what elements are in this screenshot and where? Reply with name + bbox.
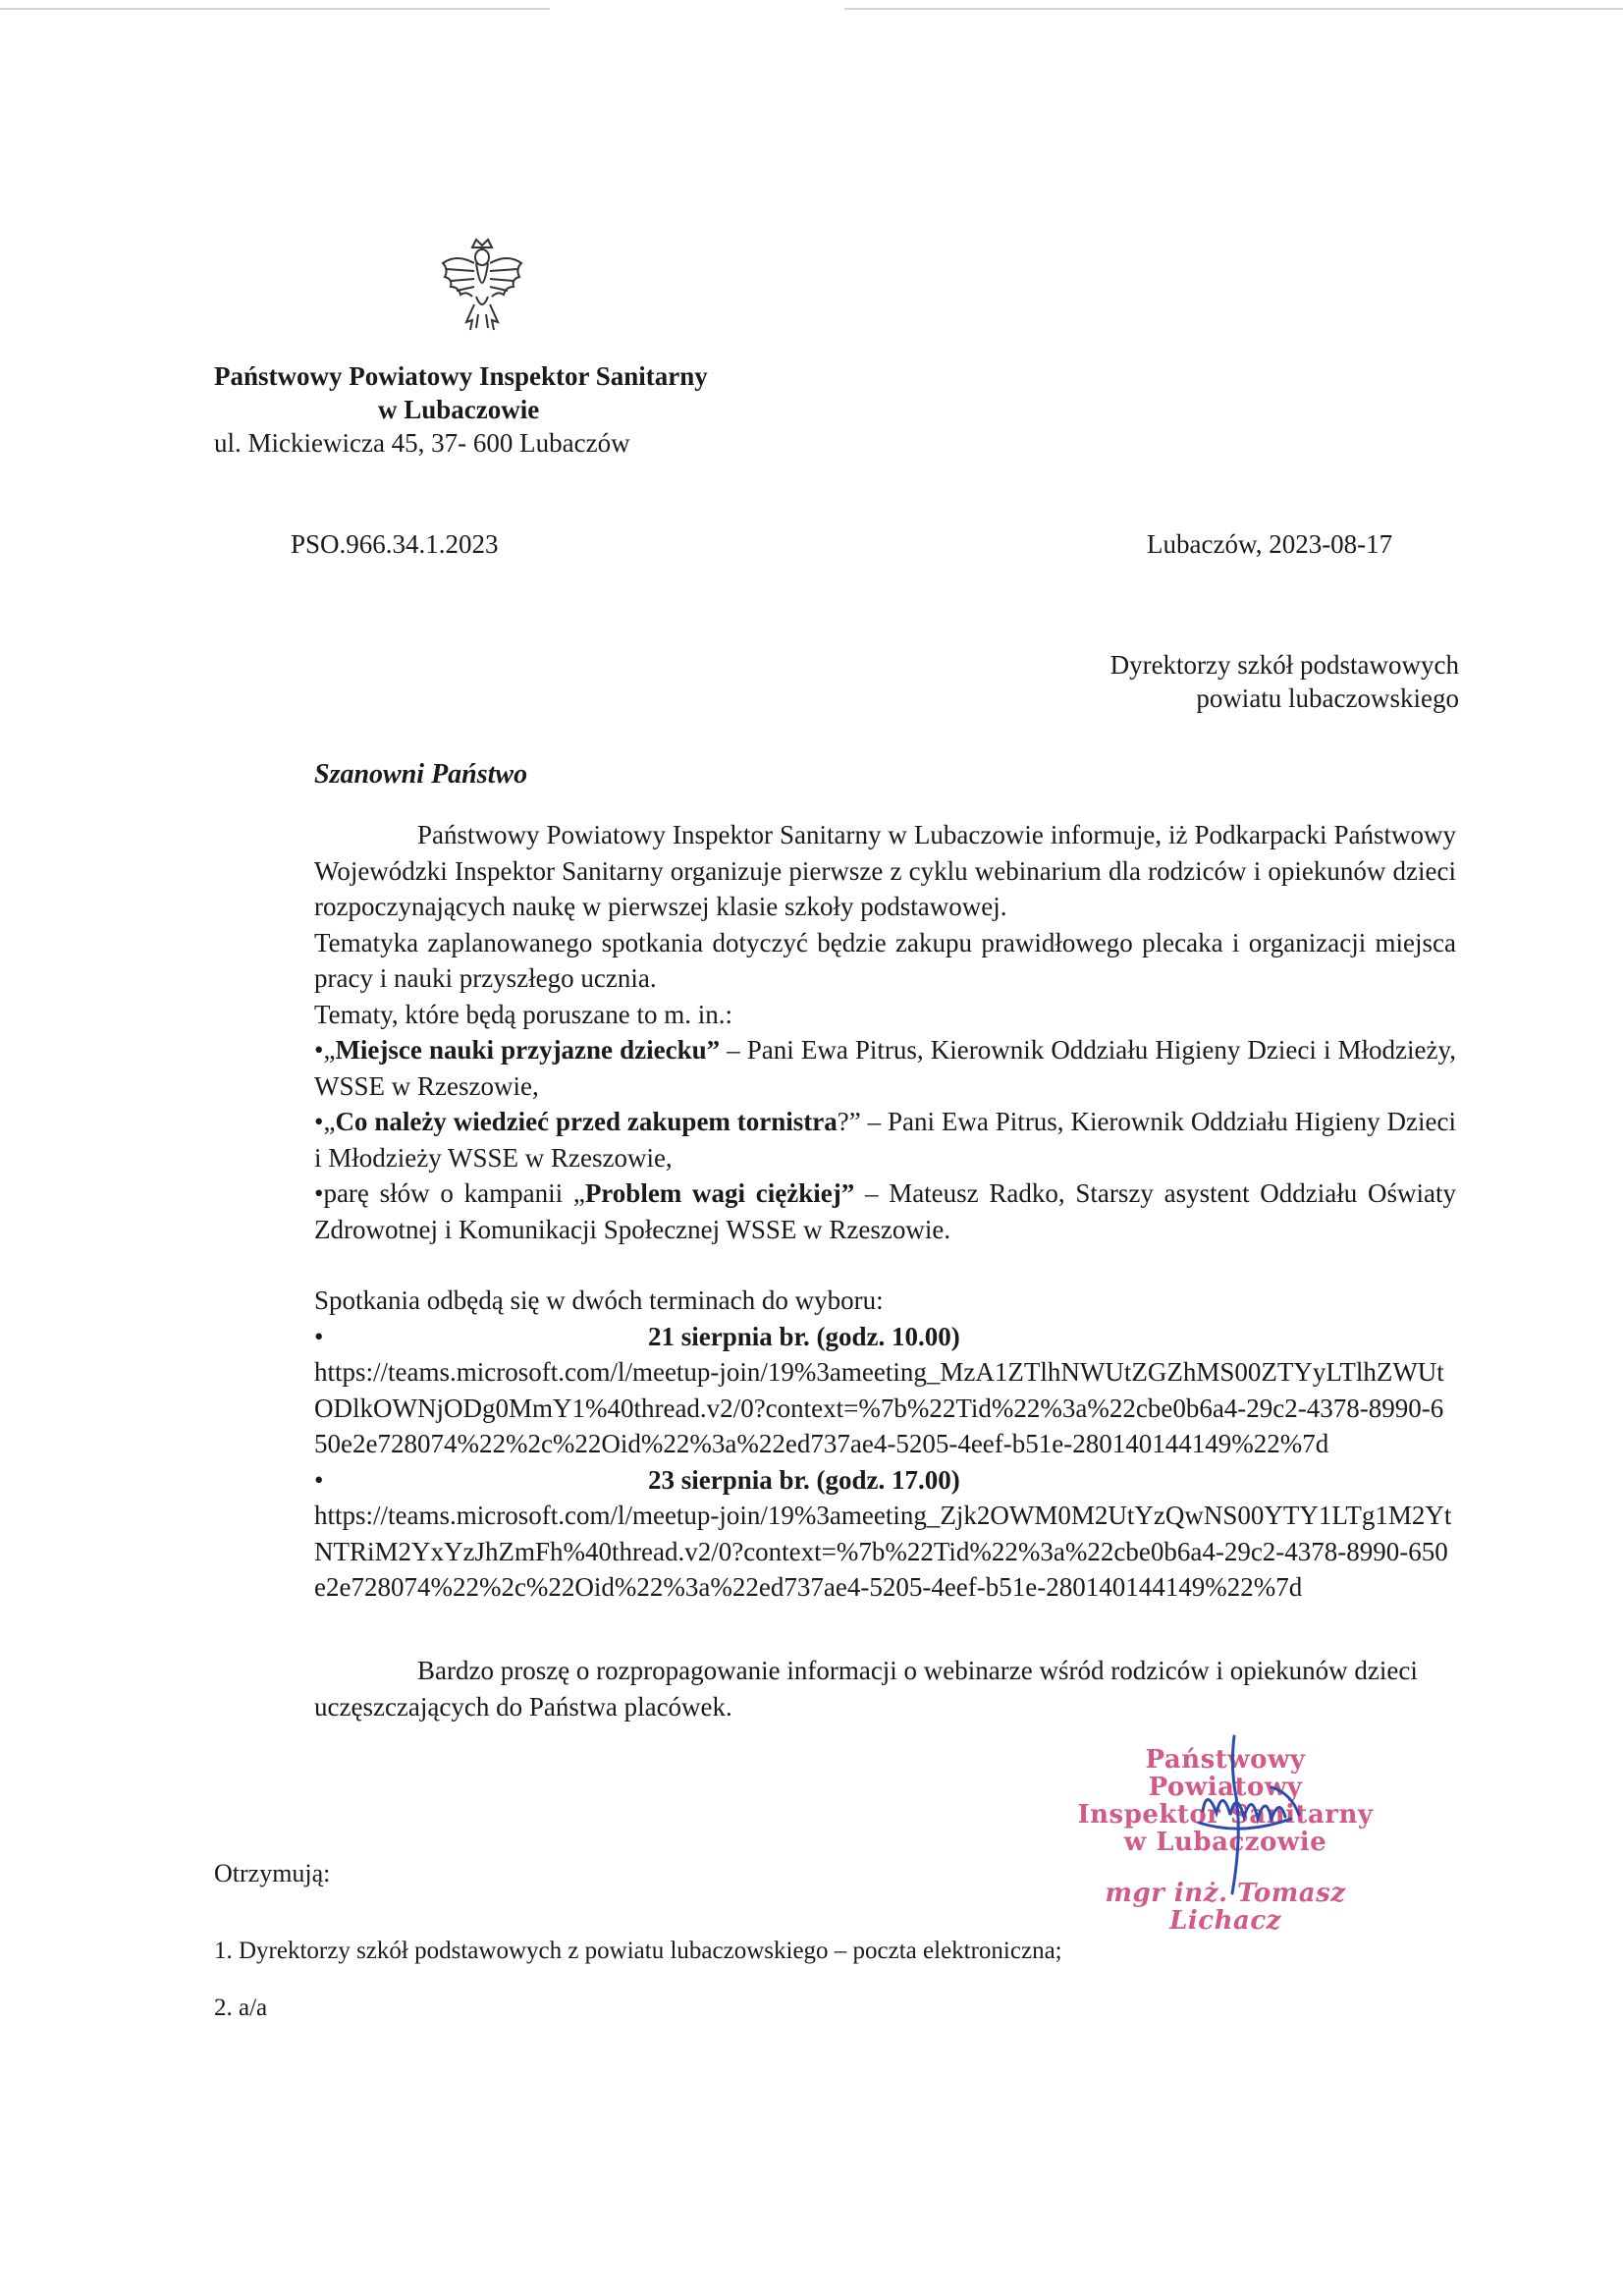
scan-edge-line-right	[844, 8, 1623, 10]
topic-item	[314, 1175, 1456, 1247]
closing-paragraph	[314, 1653, 1456, 1724]
recipient-item: 1. Dyrektorzy szkół podstawowych z powiatu lubaczowskiego – poczta elektroniczna;	[214, 1938, 1062, 1964]
eagle-emblem-icon	[437, 234, 527, 334]
topic-title: Problem wagi ciężkiej”	[584, 1178, 855, 1208]
bullet: •	[314, 1321, 324, 1351]
bullet: •	[314, 1464, 324, 1495]
stamp-line3: w Lubaczowie	[1123, 1828, 1327, 1857]
closing-text: Bardzo proszę o rozpropagowanie informacji o webinarze wśród rodziców i opiekunów dzieci uczęszczających do Państwa placówek.	[314, 1656, 1418, 1722]
topic-title: Miejsce nauki przyjazne dziecku”	[335, 1035, 721, 1065]
addressee-line1: Dyrektorzy szkół podstawowych	[1109, 650, 1459, 680]
authority-name: Państwowy Powiatowy Inspektor Sanitarny	[214, 361, 708, 391]
topic-details: – Mateusz Radko, Starszy asystent Oddziału Oświaty Zdrowotnej i Komunikacji Społecznej WSSE w Rzeszowie.	[314, 1178, 1456, 1244]
handwritten-signature	[1173, 1728, 1321, 1895]
topics-intro: Tematy, które będą poruszane to m. in.:	[314, 999, 732, 1029]
meeting-date-row	[314, 1319, 1456, 1355]
letter-body	[314, 817, 1456, 1606]
addressee-line2: powiatu lubaczowskiego	[1196, 683, 1459, 713]
recipients-label: Otrzymują:	[214, 1859, 331, 1887]
topic-item	[314, 1104, 1456, 1175]
topic-item	[314, 1032, 1456, 1104]
meeting-date-row	[314, 1462, 1456, 1499]
recipient-item: 2. a/a	[214, 1995, 268, 2021]
stamp-signatory: mgr inż. Tomasz Lichacz	[1105, 1879, 1346, 1936]
authority-address: ul. Mickiewicza 45, 37- 600 Lubaczów	[214, 428, 630, 458]
intro-paragraph: Państwowy Powiatowy Inspektor Sanitarny w Lubaczowie informuje, iż Podkarpacki Państwowy Wojewódzki Inspektor Sanitarny organizuje pierwsze z cyklu webinarium dla rodziców i opiekunów dzieci rozpoczynających naukę w pierwszej klasie szkoły podstawowej.	[314, 820, 1456, 921]
topic-details: ?” – Pani Ewa Pitrus, Kierownik Oddziału Higieny Dzieci i Młodzieży WSSE w Rzeszowie,	[314, 1107, 1456, 1173]
meeting-date: 23 sierpnia br. (godz. 17.00)	[648, 1464, 960, 1495]
sender-block	[214, 359, 823, 460]
topic-title: Co należy wiedzieć przed zakupem tornistra	[335, 1107, 838, 1136]
scan-edge-line-left	[0, 8, 550, 10]
place-date: Lubaczów, 2023-08-17	[1147, 529, 1393, 559]
topic-prefix: •parę słów o kampanii „	[314, 1178, 585, 1208]
stamp-line2: Inspektor Sanitarny	[1077, 1800, 1374, 1830]
meeting-date: 21 sierpnia br. (godz. 10.00)	[648, 1321, 960, 1351]
topic-paragraph: Tematyka zaplanowanego spotkania dotyczyć będzie zakupu prawidłowego plecaka i organizacji miejsca pracy i nauki przyszłego ucznia.	[314, 927, 1456, 993]
meeting-link[interactable]: https://teams.microsoft.com/l/meetup-join/19%3ameeting_MzA1ZTlhNWUtZGZhMS00ZTYyLTlhZWUtODlkOWNjODg0MmY1%40thread.v2/0?context=%7b%22Tid%22%3a%22cbe0b6a4-29c2-4378-8990-650e2e728074%22%2c%22Oid%22%3a%22ed737ae4-5205-4eef-b51e-280140144149%22%7d	[314, 1357, 1444, 1458]
stamp-line1: Państwowy Powiatowy	[1145, 1745, 1306, 1802]
authority-location: w Lubaczowie	[378, 395, 540, 424]
topic-prefix: •„	[314, 1107, 336, 1136]
topic-prefix: •„	[314, 1035, 336, 1065]
topic-details: – Pani Ewa Pitrus, Kierownik Oddziału Higieny Dzieci i Młodzieży, WSSE w Rzeszowie,	[314, 1035, 1456, 1101]
recipients-list	[214, 1923, 1062, 2037]
reference-number: PSO.966.34.1.2023	[291, 529, 499, 559]
meetings-intro: Spotkania odbędą się w dwóch terminach do wyboru:	[314, 1285, 884, 1315]
salutation: Szanowni Państwo	[314, 759, 528, 790]
addressee-block	[982, 648, 1459, 715]
meeting-link[interactable]: https://teams.microsoft.com/l/meetup-join/19%3ameeting_Zjk2OWM0M2UtYzQwNS00YTY1LTg1M2YtNTRiM2YxYzJhZmFh%40thread.v2/0?context=%7b%22Tid%22%3a%22cbe0b6a4-29c2-4378-8990-650e2e728074%22%2c%22Oid%22%3a%22ed737ae4-5205-4eef-b51e-280140144149%22%7d	[314, 1501, 1452, 1602]
